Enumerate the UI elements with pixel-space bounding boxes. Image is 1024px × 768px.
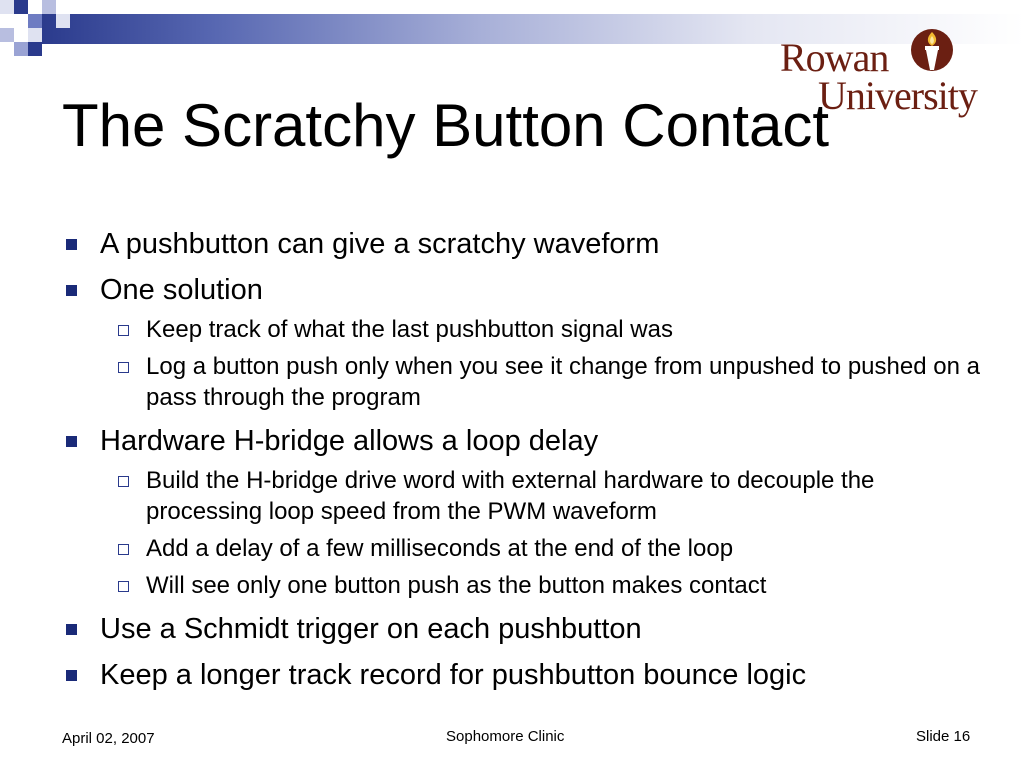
decor-square [14, 0, 28, 14]
decor-square [0, 0, 14, 14]
decor-square [0, 28, 14, 42]
decor-square [42, 0, 56, 14]
filled-square-bullet-icon [66, 239, 77, 250]
bullet-text: Add a delay of a few milliseconds at the end of the loop [146, 535, 734, 562]
footer-slide-number: Slide 16 [916, 728, 971, 745]
bullet-item [62, 272, 982, 308]
bullet-text: Keep track of what the last pushbutton signal was [146, 316, 673, 343]
bullet-item [62, 611, 982, 647]
bullet-text: Use a Schmidt trigger on each pushbutton [100, 613, 642, 645]
bullet-text: Build the H-bridge drive word with external hardware to decouple the processing loop speed from the PWM waveform [146, 467, 875, 525]
sub-bullet-item [108, 465, 982, 527]
decor-square [28, 14, 42, 28]
hollow-square-bullet-icon [118, 362, 129, 373]
bullet-item [62, 423, 982, 459]
sub-bullet-item [108, 314, 982, 345]
bullet-text: One solution [100, 274, 263, 306]
sub-bullet-item [108, 351, 982, 413]
bullet-text: A pushbutton can give a scratchy waveform [100, 228, 660, 260]
bullet-list [62, 226, 982, 693]
sub-bullet-item [108, 570, 982, 601]
bullet-item [62, 226, 982, 262]
decor-square [14, 42, 28, 56]
decor-square [28, 0, 42, 14]
footer-date: April 02, 2007 [62, 730, 155, 747]
hollow-square-bullet-icon [118, 325, 129, 336]
bullet-item [62, 657, 982, 693]
footer-title: Sophomore Clinic [446, 728, 565, 745]
logo-text-university: University [818, 73, 977, 118]
bullet-text: Keep a longer track record for pushbutton bounce logic [100, 659, 807, 691]
slide-title: The Scratchy Button Contact [62, 92, 830, 159]
bullet-text: Log a button push only when you see it change from unpushed to pushed on a pass through the program [146, 353, 980, 411]
hollow-square-bullet-icon [118, 581, 129, 592]
bullet-text: Hardware H-bridge allows a loop delay [100, 425, 599, 457]
decor-square [14, 14, 28, 28]
bullet-text: Will see only one button push as the button makes contact [146, 572, 767, 599]
filled-square-bullet-icon [66, 670, 77, 681]
filled-square-bullet-icon [66, 624, 77, 635]
filled-square-bullet-icon [66, 285, 77, 296]
torch-icon [910, 26, 954, 78]
logo-text-rowan: Rowan [780, 35, 889, 80]
decor-square [28, 42, 42, 56]
decor-square [56, 14, 70, 28]
sub-bullet-item [108, 533, 982, 564]
hollow-square-bullet-icon [118, 544, 129, 555]
filled-square-bullet-icon [66, 436, 77, 447]
hollow-square-bullet-icon [118, 476, 129, 487]
decor-square [28, 28, 42, 42]
